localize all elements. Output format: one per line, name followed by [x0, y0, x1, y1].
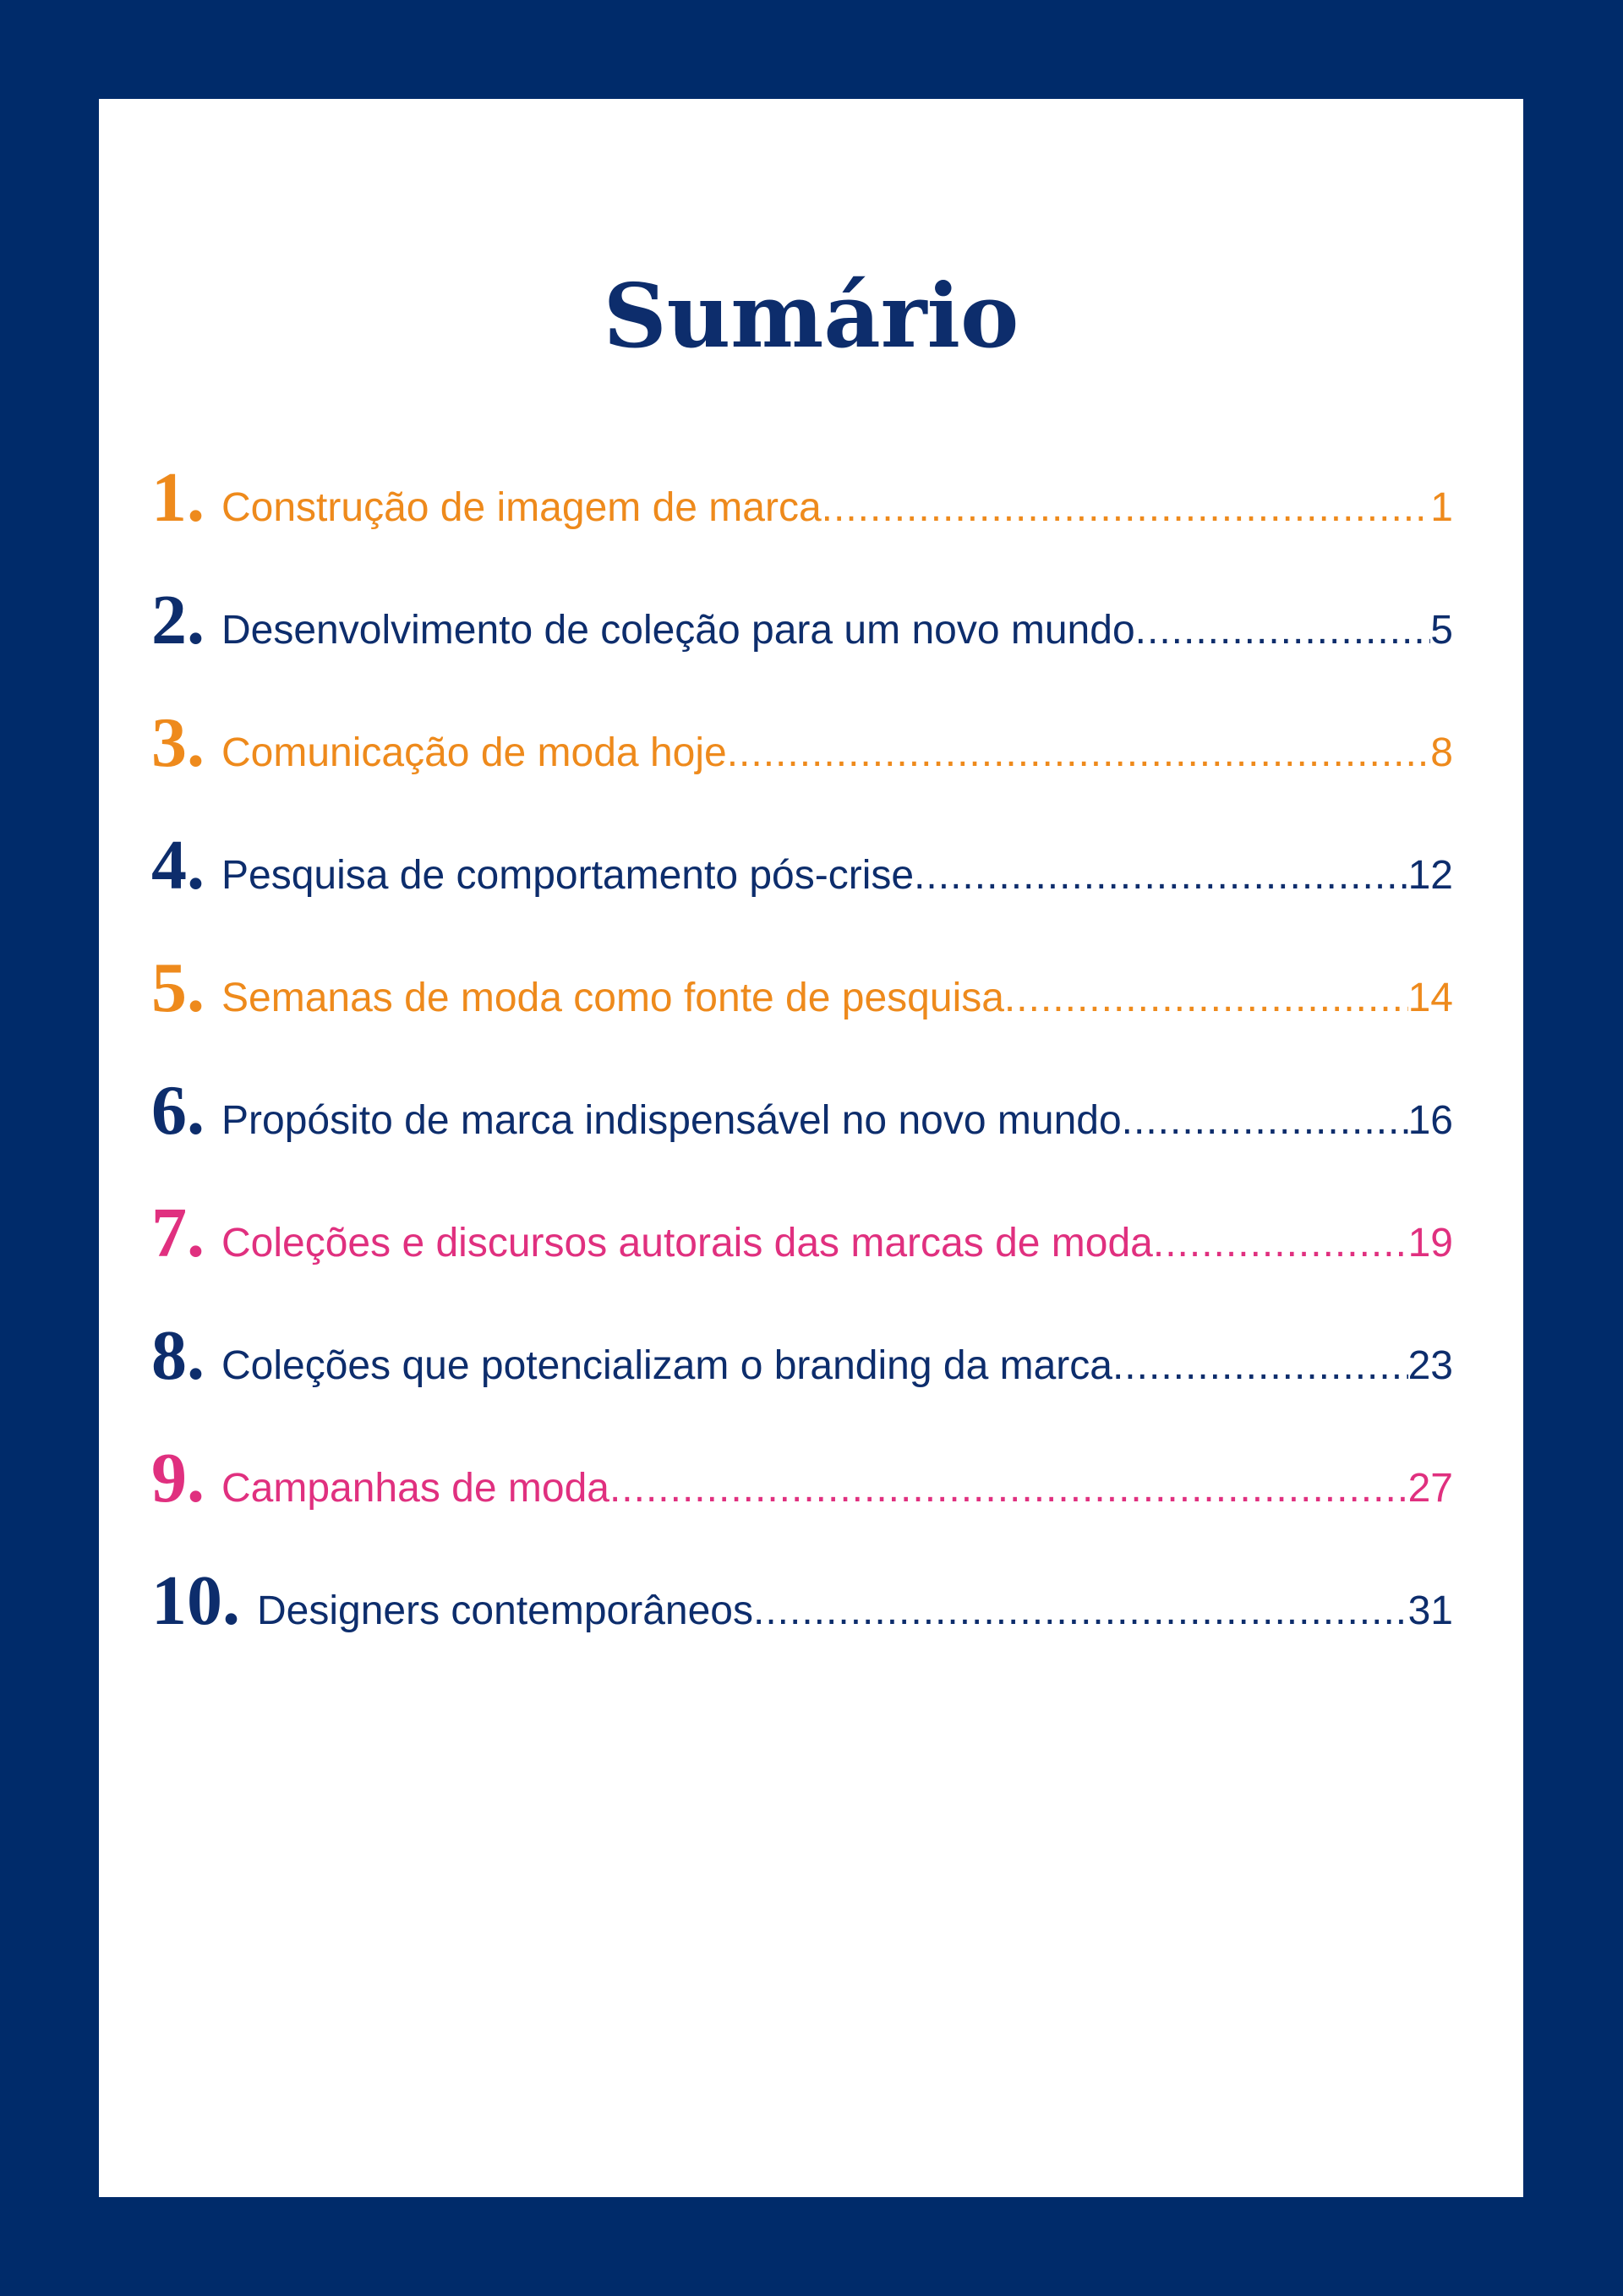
toc-item-3[interactable] [151, 703, 1453, 830]
toc-leader-dots [753, 1591, 1408, 1632]
toc-item-1[interactable] [151, 458, 1453, 585]
toc-item-2[interactable] [151, 581, 1453, 708]
toc-leader-dots [609, 1468, 1408, 1509]
toc-leader-dots [1112, 1346, 1408, 1386]
toc-page-number: 23 [1407, 1343, 1453, 1388]
toc-item-4[interactable] [151, 826, 1453, 953]
toc-leader-dots [1135, 610, 1431, 651]
toc-item-8[interactable] [151, 1316, 1453, 1443]
toc-page-number: 1 [1430, 485, 1453, 530]
toc-number: 8. [151, 1316, 205, 1395]
toc-number: 4. [151, 826, 205, 905]
toc-number: 10. [151, 1561, 240, 1640]
table-of-contents [151, 458, 1453, 1688]
toc-page-number: 12 [1407, 853, 1453, 898]
toc-label: Desenvolvimento de coleção para um novo mundo [221, 608, 1135, 653]
toc-label: Semanas de moda como fonte de pesquisa [221, 976, 1004, 1020]
toc-label: Propósito de marca indispensável no novo mundo [221, 1098, 1122, 1143]
toc-label: Comunicação de moda hoje [221, 730, 727, 775]
toc-item-10[interactable] [151, 1561, 1453, 1688]
toc-leader-dots [1153, 1223, 1408, 1264]
toc-label: Construção de imagem de marca [221, 485, 822, 530]
toc-label: Coleções que potencializam o branding da marca [221, 1343, 1112, 1388]
toc-number: 5. [151, 948, 205, 1027]
toc-page-number: 27 [1407, 1466, 1453, 1511]
page-title: Sumário [603, 264, 1019, 368]
toc-page-number: 19 [1407, 1221, 1453, 1266]
toc-item-5[interactable] [151, 948, 1453, 1075]
toc-leader-dots [822, 488, 1431, 528]
toc-number: 2. [151, 581, 205, 659]
toc-leader-dots [727, 733, 1431, 774]
toc-label: Coleções e discursos autorais das marcas de moda [221, 1221, 1153, 1266]
page-sheet [99, 99, 1523, 2197]
toc-number: 9. [151, 1439, 205, 1517]
toc-page-number: 8 [1430, 730, 1453, 775]
toc-item-7[interactable] [151, 1194, 1453, 1320]
toc-page-number: 5 [1430, 608, 1453, 653]
toc-number: 6. [151, 1071, 205, 1150]
toc-leader-dots [914, 856, 1408, 896]
toc-page-number: 31 [1407, 1588, 1453, 1633]
toc-page-number: 16 [1407, 1098, 1453, 1143]
toc-item-9[interactable] [151, 1439, 1453, 1566]
toc-label: Pesquisa de comportamento pós-crise [221, 853, 915, 898]
toc-number: 1. [151, 458, 205, 537]
toc-item-6[interactable] [151, 1071, 1453, 1198]
toc-number: 3. [151, 703, 205, 782]
toc-leader-dots [1004, 978, 1408, 1019]
toc-label: Campanhas de moda [221, 1466, 609, 1511]
toc-leader-dots [1122, 1101, 1408, 1141]
toc-number: 7. [151, 1194, 205, 1272]
toc-label: Designers contemporâneos [257, 1588, 753, 1633]
toc-page-number: 14 [1407, 976, 1453, 1020]
